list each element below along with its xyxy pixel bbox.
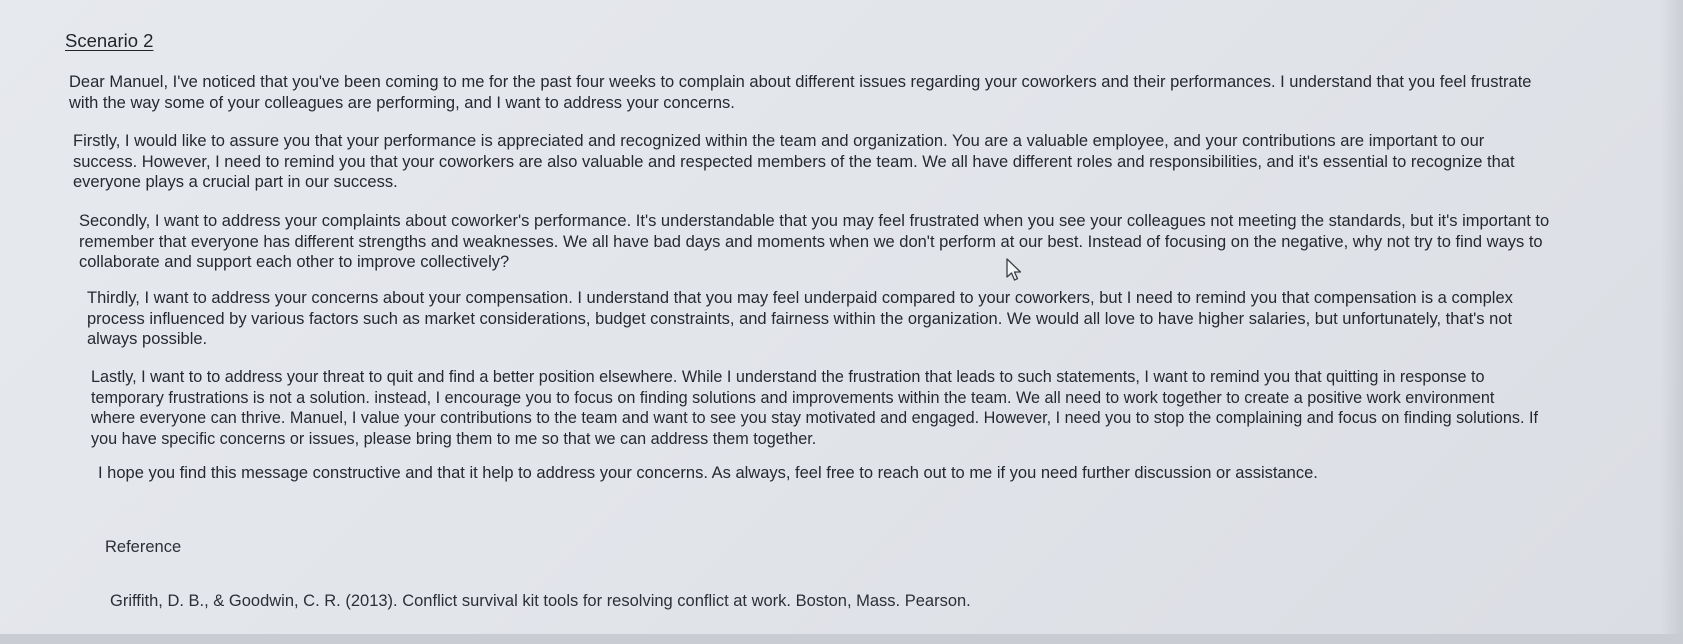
paragraph-firstly — [73, 131, 1515, 193]
paragraph-line: Lastly, I want to to address your threat to quit and find a better position elsewhere. While I understand the frustration that leads to such statements, I want to remind you that quitting in response to — [91, 368, 1485, 386]
reference-heading: Reference — [105, 538, 182, 556]
paragraph-secondly — [79, 211, 1549, 273]
paragraph-line: temporary frustrations is not a solution. instead, I encourage you to focus on finding solutions and improvements within the team. We all need to work together to create a positive work environment — [91, 388, 1495, 407]
paragraph-line: collaborate and support each other to improve collectively? — [79, 253, 510, 271]
paragraph-line: Firstly, I would like to assure you that your performance is appreciated and recognized within the team and organization. You are a valuable employee, and your contributions are important to our — [73, 132, 1485, 150]
paragraph-line: you have specific concerns or issues, please bring them to me so that we can address them together. — [91, 429, 817, 448]
page-edge-shadow — [1660, 0, 1683, 644]
document-title: Scenario 2 — [65, 30, 154, 51]
paragraph-line: process influenced by various factors such as market considerations, budget constraints, and fairness within the organization. We would all love to have higher salaries, but unfortunately, that's not — [87, 309, 1513, 328]
paragraph-line: Thirdly, I want to address your concerns about your compensation. I understand that you may feel underpaid compared to your coworkers, but I need to remind you that compensation is a complex — [87, 289, 1513, 307]
paragraph-line: with the way some of your colleagues are performing, and I want to address your concerns. — [69, 93, 735, 112]
paragraph-line: everyone plays a crucial part in our success. — [73, 173, 398, 191]
paragraph-thirdly — [87, 288, 1513, 350]
paragraph-line: where everyone can thrive. Manuel, I value your contributions to the team and want to see you stay motivated and engaged. However, I need you to stop the complaining and focus on finding solutions. If — [91, 409, 1538, 427]
mouse-pointer-icon — [1005, 258, 1025, 282]
paragraph-line: always possible. — [87, 330, 208, 348]
reference-citation: Griffith, D. B., & Goodwin, C. R. (2013). Conflict survival kit tools for resolving conflict at work. Boston, Mass. Pearson. — [110, 592, 971, 610]
paragraph-closing — [98, 463, 1318, 484]
paragraph-line: remember that everyone has different strengths and weaknesses. We all have bad days and moments when we don't perform at our best. Instead of focusing on the negative, why not try to find ways to — [79, 232, 1543, 251]
paragraph-line: Dear Manuel, I've noticed that you've been coming to me for the past four weeks to complain about different issues regarding your coworkers and their performances. I understand that you feel frustrate — [69, 73, 1532, 91]
paragraph-line: success. However, I need to remind you that your coworkers are also valuable and respected members of the team. We all have different roles and responsibilities, and it's essential to recognize that — [73, 152, 1515, 171]
paragraph-lastly — [91, 367, 1538, 449]
paragraph-line: I hope you find this message constructive and that it help to address your concerns. As always, feel free to reach out to me if you need further discussion or assistance. — [98, 464, 1318, 482]
paragraph-line: Secondly, I want to address your complaints about coworker's performance. It's understandable that you may feel frustrated when you see your colleagues not meeting the standards, but it's important to — [79, 212, 1550, 230]
paragraph-greeting — [69, 72, 1531, 113]
page-bottom-edge — [0, 634, 1683, 644]
